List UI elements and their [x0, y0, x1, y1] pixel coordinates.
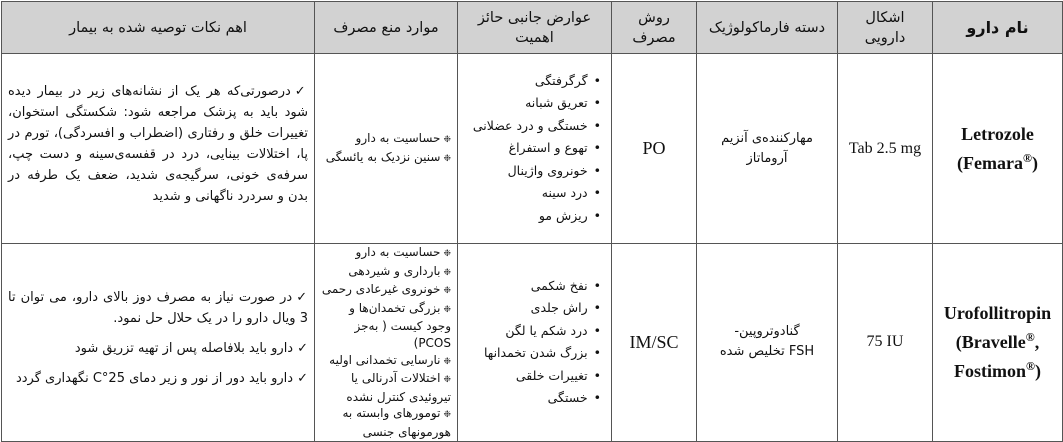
registered-mark: ®	[1025, 330, 1035, 345]
dosage-form-cell: Tab 2.5 mg	[838, 54, 933, 244]
brand-name: (Bravelle	[955, 332, 1026, 353]
note-paragraph: ✓ دارو باید بلافاصله پس از تهیه تزریق شود	[8, 338, 308, 359]
list-item: • تغییرات خلقی	[464, 365, 605, 388]
table-row	[2, 54, 1063, 244]
dosage-form-cell: 75 IU	[838, 244, 933, 442]
list-item: • خستگی	[464, 387, 605, 410]
drug-class-line: گنادوتروپین-	[734, 324, 800, 340]
header-row	[2, 2, 1063, 54]
registered-mark: ®	[1026, 359, 1035, 374]
table-row	[2, 244, 1063, 442]
list-item: • خونروی واژینال	[464, 160, 605, 183]
header-drug-class: دسته فارماکولوژیک	[697, 2, 838, 54]
drug-name: Letrozole	[961, 124, 1034, 144]
contraindications-cell	[315, 54, 458, 244]
note-paragraph: ✓ در صورت نیاز به مصرف دوز بالای دارو، می توان تا 3 ویال دارو را در یک حلال حل نمود.	[8, 287, 308, 329]
contraindications-cell	[315, 244, 458, 442]
brand-name-2: Fostimon	[954, 361, 1027, 382]
drug-class-cell: مهارکننده‌ی آنزیم آروماتاز	[697, 54, 838, 244]
list-item: ❉ نارسایی تخمدانی اولیه	[321, 352, 451, 371]
list-item: • درد شکم یا لگن	[464, 320, 605, 343]
list-item: • بزرگ شدن تخمدانها	[464, 342, 605, 365]
notes-cell	[2, 244, 315, 442]
header-notes: اهم نکات توصیه شده به بیمار	[2, 2, 315, 54]
list-item: • نفخ شکمی	[464, 275, 605, 298]
side-effects-list	[464, 275, 605, 410]
contraindications-list	[321, 130, 451, 167]
side-effects-cell	[458, 244, 612, 442]
side-effects-cell	[458, 54, 612, 244]
drug-class-cell	[697, 244, 838, 442]
header-route: روش مصرف	[612, 2, 697, 54]
list-item: • خستگی و درد عضلانی	[464, 115, 605, 138]
brand-close: )	[1034, 361, 1041, 382]
header-forms: اشکال دارویی	[838, 2, 933, 54]
list-item: • راش جلدی	[464, 297, 605, 320]
list-item: ❉ بارداری و شیردهی	[321, 263, 451, 282]
drug-name: Urofollitropin	[943, 303, 1052, 324]
list-item: • درد سینه	[464, 182, 605, 205]
list-item: ❉ اختلالات آدرنالی یا تیروئیدی کنترل نشده	[321, 370, 451, 405]
header-contraindications: موارد منع مصرف	[315, 2, 458, 54]
list-item: • ریزش مو	[464, 205, 605, 228]
list-item: • تعریق شبانه	[464, 92, 605, 115]
list-item: ❉ خونروی غیرعادی رحمی	[321, 281, 451, 300]
header-side-effects: عوارض جانبی حائز اهمیت	[458, 2, 612, 54]
route-cell: PO	[612, 54, 697, 244]
brand-close: )	[1031, 153, 1038, 173]
drug-name-cell	[933, 54, 1063, 244]
brand-separator: ,	[1034, 332, 1040, 353]
header-drug-name: نام دارو	[933, 2, 1063, 54]
list-item: ❉ بزرگی تخمدان‌ها و وجود کیست ( به‌جز PCOS)	[321, 300, 451, 352]
route-cell: IM/SC	[612, 244, 697, 442]
drug-class-line: FSH تخلیص شده	[719, 344, 815, 360]
list-item: ❉ حساسیت به دارو	[321, 244, 451, 263]
list-item: ❉ تومورهای وابسته به هورمونهای جنسی	[321, 405, 451, 440]
note-paragraph: ✓ دارو باید دور از نور و زیر دمای 25°C نگهداری گردد	[8, 368, 308, 389]
drug-info-table	[1, 1, 1063, 442]
list-item: • تهوع و استفراغ	[464, 137, 605, 160]
list-item: ❉ حساسیت به دارو	[321, 130, 451, 149]
note-paragraph: ✓ درصورتی‌که هر یک از نشانه‌های زیر در بیمار دیده شود باید به پزشک مراجعه شود: شکستگی استخوان، تغییرات خلق و رفتاری (اضطراب و افسردگی)، تورم در پا، اختلالات بینایی، درد در قفسه‌ی‌سینه و دست چپ، سرفه‌ی خونی، سرگیجه‌ی شدید، ضعف یک طرفه در بدن و سردرد ناگهانی و شدید	[8, 81, 308, 207]
list-item: • گرگرفتگی	[464, 70, 605, 93]
drug-name-cell	[933, 244, 1063, 442]
brand-name: (Femara	[957, 153, 1023, 173]
registered-mark: ®	[1023, 151, 1032, 165]
side-effects-list	[464, 70, 605, 228]
list-item: ❉ سنین نزدیک به یائسگی	[321, 149, 451, 168]
notes-cell	[2, 54, 315, 244]
contraindications-list	[321, 244, 451, 441]
